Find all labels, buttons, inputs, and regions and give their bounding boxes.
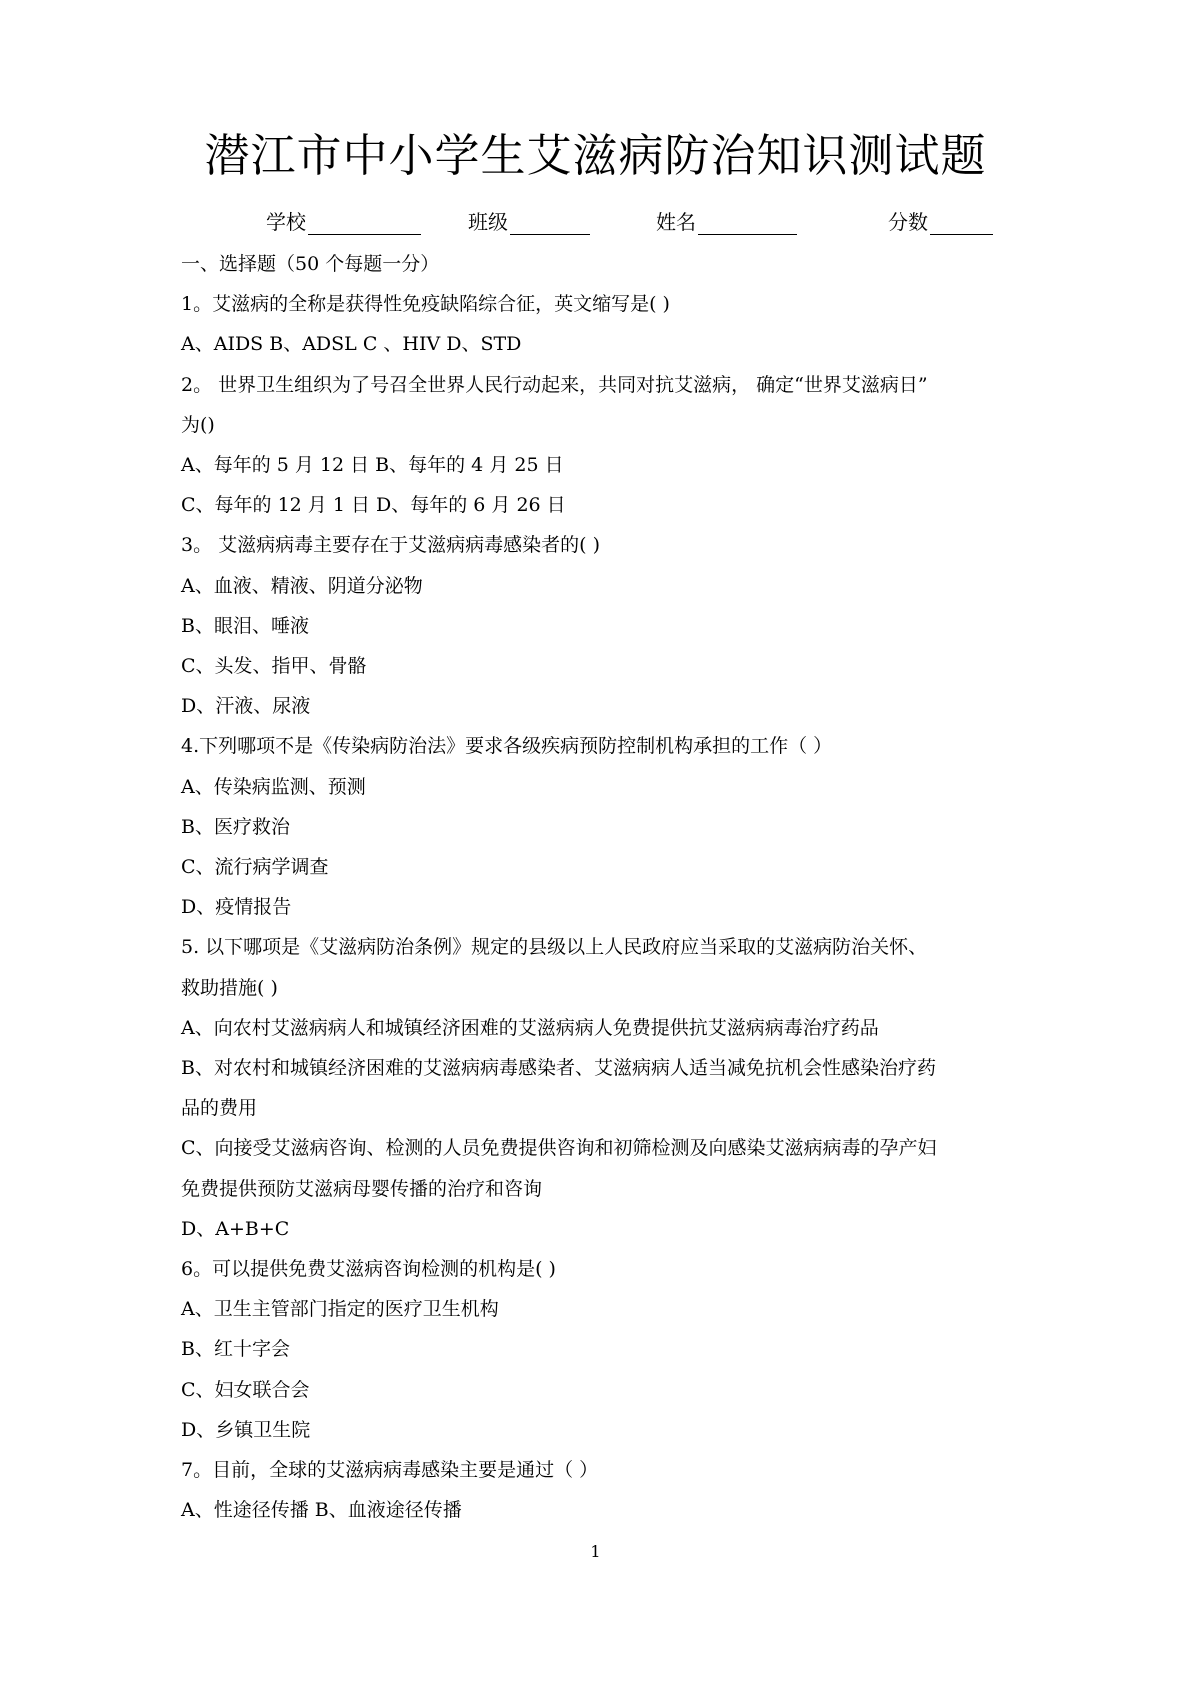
text-line: 免费提供预防艾滋病母婴传播的治疗和咨询 xyxy=(181,1177,543,1200)
school-field xyxy=(266,206,421,235)
school-label: 学校 xyxy=(266,210,306,234)
text-line: B、红十字会 xyxy=(181,1338,290,1361)
student-info-row xyxy=(0,206,1191,236)
text-line: D、疫情报告 xyxy=(181,896,292,919)
text-line: 品的费用 xyxy=(181,1097,258,1120)
class-field xyxy=(468,206,590,235)
text-line: 为() xyxy=(181,413,215,436)
text-line: 3。 艾滋病病毒主要存在于艾滋病病毒感染者的( ) xyxy=(181,534,600,557)
text-line: D、汗液、尿液 xyxy=(181,695,311,718)
text-line: A、向农村艾滋病病人和城镇经济困难的艾滋病病人免费提供抗艾滋病病毒治疗药品 xyxy=(181,1016,879,1039)
text-line: C、每年的 12 月 1 日 D、每年的 6 月 26 日 xyxy=(181,494,566,517)
text-line: B、对农村和城镇经济困难的艾滋病病毒感染者、艾滋病病人适当减免抗机会性感染治疗药 xyxy=(181,1057,936,1079)
text-line: B、眼泪、唾液 xyxy=(181,614,309,637)
text-line: D、乡镇卫生院 xyxy=(181,1418,311,1441)
text-line: C、流行病学调查 xyxy=(181,856,329,878)
text-line: C、向接受艾滋病咨询、检测的人员免费提供咨询和初筛检测及向感染艾滋病病毒的孕产妇 xyxy=(181,1137,937,1160)
school-blank[interactable] xyxy=(308,212,421,235)
text-line: 1。艾滋病的全称是获得性免疫缺陷综合征，英文缩写是( ) xyxy=(181,293,670,316)
text-line: A、血液、精液、阴道分泌物 xyxy=(181,574,423,597)
text-line: A、性途径传播 B、血液途径传播 xyxy=(181,1499,462,1522)
text-line: B、医疗救治 xyxy=(181,815,290,838)
score-field xyxy=(888,206,993,235)
text-line: 5. 以下哪项是《艾滋病防治条例》规定的县级以上人民政府应当采取的艾滋病防治关怀、 xyxy=(181,936,928,959)
text-line: A、AIDS B、ADSL C 、HIV D、STD xyxy=(181,333,522,356)
name-field xyxy=(656,206,797,235)
text-line: C、头发、指甲、骨骼 xyxy=(181,655,367,677)
name-blank[interactable] xyxy=(698,212,797,235)
class-blank[interactable] xyxy=(510,212,590,235)
text-line: 4.下列哪项不是《传染病防治法》要求各级疾病预防控制机构承担的工作（ ） xyxy=(181,735,833,758)
class-label: 班级 xyxy=(468,210,508,234)
name-label: 姓名 xyxy=(656,210,696,234)
text-line: C、妇女联合会 xyxy=(181,1378,310,1401)
text-line: A、传染病监测、预测 xyxy=(181,775,366,798)
text-line: D、A+B+C xyxy=(181,1217,290,1240)
text-line: 一、选择题（50 个每题一分） xyxy=(181,253,440,275)
text-line: 6。可以提供免费艾滋病咨询检测的机构是( ) xyxy=(181,1258,556,1280)
page-number: 1 xyxy=(590,1542,601,1561)
text-line: 7。目前，全球的艾滋病病毒感染主要是通过（ ） xyxy=(181,1459,599,1481)
score-blank[interactable] xyxy=(930,212,993,235)
text-line: A、每年的 5 月 12 日 B、每年的 4 月 25 日 xyxy=(181,454,564,476)
text-line: A、卫生主管部门指定的医疗卫生机构 xyxy=(181,1298,499,1321)
page-title: 潜江市中小学生艾滋病防治知识测试题 xyxy=(204,129,987,182)
text-line: 2。 世界卫生组织为了号召全世界人民行动起来，共同对抗艾滋病， 确定“世界艾滋病日” xyxy=(181,373,928,396)
score-label: 分数 xyxy=(888,210,928,234)
text-line: 救助措施( ) xyxy=(181,976,278,999)
